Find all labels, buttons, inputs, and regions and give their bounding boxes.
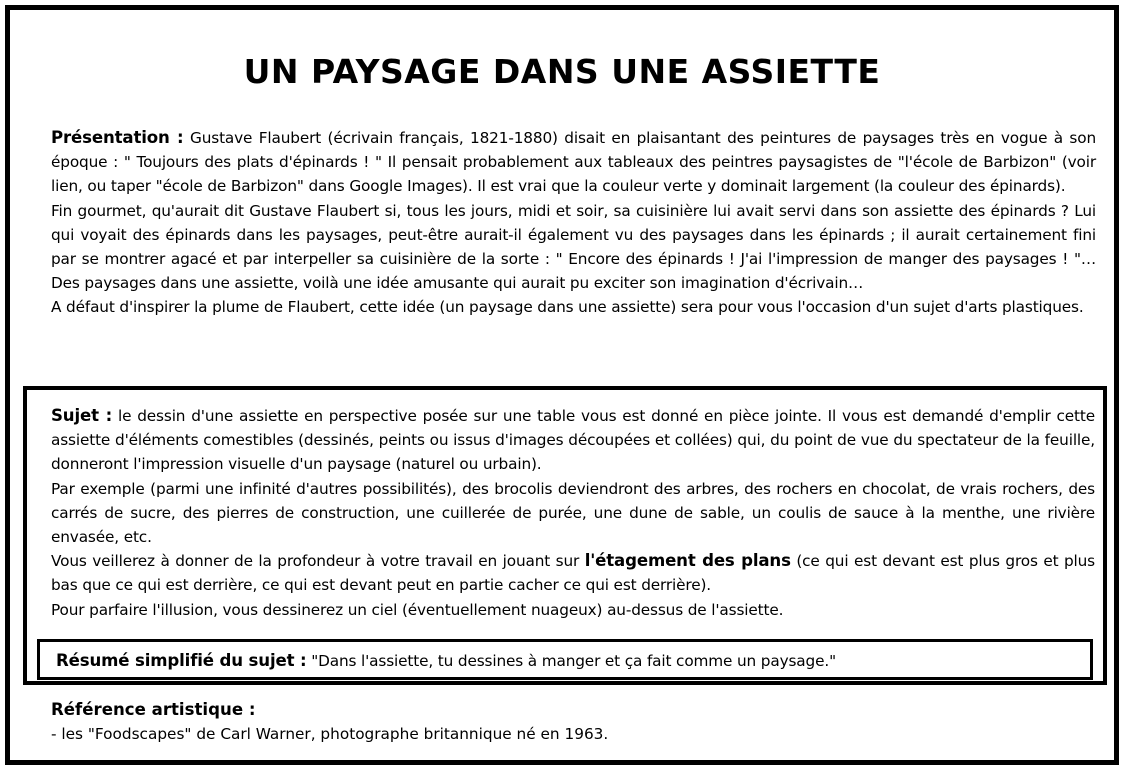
- sujet-section: [51, 404, 1095, 622]
- sujet-text-3a: Vous veillerez à donner de la profondeur à votre travail en jouant sur: [51, 552, 585, 571]
- reference-item: - les "Foodscapes" de Carl Warner, photographe britannique né en 1963.: [51, 725, 609, 743]
- presentation-text-1: Gustave Flaubert (écrivain français, 1821-1880) disait en plaisantant des peintures de paysages très en vogue à son époque : " Toujours des plats d'épinards ! " Il pensait probablement aux tableaux des peintres paysagistes de "l'école de Barbizon" (voir lien, ou taper "école de Barbizon" dans Google Images). Il est vrai que la couleur verte y dominait largement (la couleur des épinards).: [51, 129, 1097, 196]
- presentation-paragraph-2: Fin gourmet, qu'aurait dit Gustave Flaubert si, tous les jours, midi et soir, sa cuisinière lui avait servi dans son assiette des épinards ? Lui qui voyait des épinards dans les paysages, peut-être aurait-il également vu des paysages dans les épinards ; il aurait certainement fini par se montrer agacé et par interpeller sa cuisinière de la sorte : " Encore des épinards ! J'ai l'impression de manger des paysages ! "… Des paysages dans une assiette, voilà une idée amusante qui aurait pu exciter son imagination d'écrivain…: [51, 201, 1096, 293]
- sujet-paragraph-1: [51, 404, 1095, 477]
- resume-line: [56, 649, 836, 673]
- sujet-box: [23, 386, 1107, 685]
- sujet-label: Sujet :: [51, 406, 113, 425]
- resume-box: [37, 639, 1093, 680]
- resume-text: "Dans l'assiette, tu dessines à manger et ça fait comme un paysage.": [306, 652, 836, 670]
- presentation-label: Présentation :: [51, 128, 184, 147]
- presentation-section: [51, 126, 1096, 320]
- sujet-text-1: le dessin d'une assiette en perspective posée sur une table vous est donné en pièce jointe. Il vous est demandé d'emplir cette assiette d'éléments comestibles (dessinés, peints ou issus d'images découpées et collées) qui, du point de vue du spectateur de la feuille, donneront l'impression visuelle d'un paysage (naturel ou urbain).: [51, 407, 1095, 474]
- presentation-paragraph-3: A défaut d'inspirer la plume de Flaubert, cette idée (un paysage dans une assiette) sera pour vous l'occasion d'un sujet d'arts plastiques.: [51, 298, 1084, 317]
- reference-section: [51, 698, 1096, 746]
- page-title: UN PAYSAGE DANS UNE ASSIETTE: [243, 52, 881, 91]
- resume-label: Résumé simplifié du sujet :: [56, 651, 307, 670]
- sujet-paragraph-2: Par exemple (parmi une infinité d'autres possibilités), des brocolis deviendront des arbres, des rochers en chocolat, de vrais rochers, des carrés de sucre, des pierres de construction, une cuillerée de purée, une dune de sable, un coulis de sauce à la menthe, une rivière envasée, etc.: [51, 479, 1095, 547]
- reference-heading: Référence artistique :: [51, 700, 256, 719]
- sujet-paragraph-3: [51, 549, 1095, 597]
- sujet-text-3b: (ce qui est devant est plus gros et plus bas que ce qui est derrière, ce qui est devant peut en partie cacher ce qui est derrière).: [51, 552, 1095, 595]
- document-frame: [5, 5, 1119, 765]
- sujet-emphasis: l'étagement des plans: [584, 551, 791, 571]
- presentation-paragraph-1: [51, 126, 1096, 199]
- sujet-paragraph-4: Pour parfaire l'illusion, vous dessinerez un ciel (éventuellement nuageux) au-dessus de l'assiette.: [51, 600, 784, 619]
